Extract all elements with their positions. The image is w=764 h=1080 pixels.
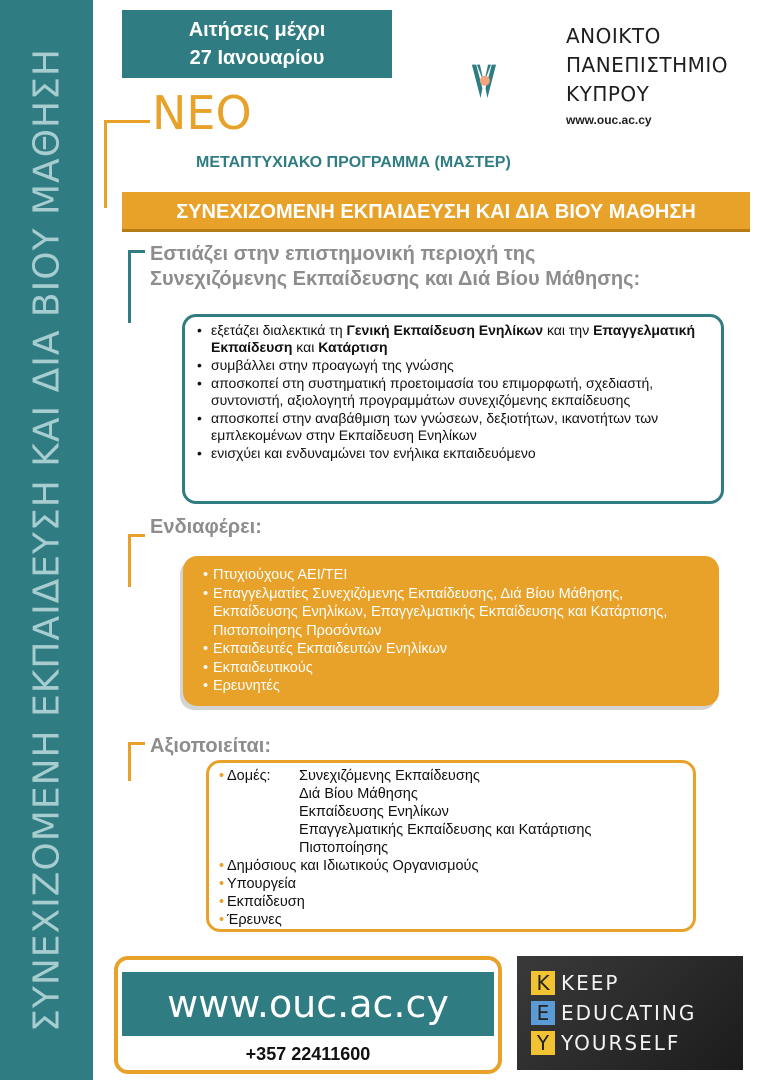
ked-word: YOURSELF bbox=[561, 1031, 681, 1055]
domes-item: Διά Βίου Μάθησης bbox=[299, 786, 418, 802]
deadline-line-2: 27 Ιανουαρίου bbox=[189, 47, 325, 69]
neo-bracket-left bbox=[104, 120, 107, 208]
list-item: • Εκπαιδευτικούς bbox=[213, 659, 703, 678]
focus-title-line-1: Εστιάζει στην επιστημονική περιοχή της bbox=[150, 243, 536, 265]
list-item: • Επαγγελματίες Συνεχιζόμενης Εκπαίδευσης, Διά Βίου Μάθησης, Εκπαίδευσης Ενηλίκων, Επαγγελματικής Εκπαίδευσης και Κατάρτισης, Πιστοποίησης Προσόντων bbox=[213, 585, 703, 641]
focus-box bbox=[182, 314, 724, 504]
domes-item: Εκπαίδευσης Ενηλίκων bbox=[299, 804, 449, 820]
ked-letter: K bbox=[531, 971, 555, 995]
list-item: • αποσκοπεί στην αναβάθμιση των γνώσεων, δεξιοτήτων, ικανοτήτων των εμπλεκομένων στην Εκπαίδευση Ενηλίκων bbox=[207, 410, 711, 444]
utilized-box bbox=[206, 760, 696, 932]
list-item: • αποσκοπεί στη συστηματική προετοιμασία του επιμορφωτή, σχεδιαστή, συντονιστή, αξιολογητή προγραμμάτων συνεχιζόμενης εκπαίδευσης bbox=[207, 375, 711, 409]
sidebar-title: ΣΥΝΕΧΙΖΟΜΕΝΗ ΕΚΠΑΙΔΕΥΣΗ ΚΑΙ ΔΙΑ ΒΙΟΥ ΜΑΘΗΣΗ bbox=[26, 48, 68, 1032]
interest-box bbox=[183, 556, 719, 706]
logo-wordmark bbox=[566, 22, 728, 109]
logo-line-2: ΠΑΝΕΠΙΣΤΗΜΙΟ bbox=[566, 53, 729, 77]
university-logo-icon bbox=[470, 22, 560, 142]
focus-title bbox=[150, 242, 640, 292]
list-item: • ενισχύει και ενδυναμώνει τον ενήλικα εκπαιδευόμενο bbox=[207, 445, 711, 462]
logo-line-3: ΚΥΠΡΟΥ bbox=[566, 82, 650, 106]
utilized-bracket bbox=[128, 742, 145, 781]
list-item: • Ερευνητές bbox=[213, 677, 703, 696]
utilized-title: Αξιοποιείται: bbox=[150, 735, 272, 757]
domes-item: Συνεχιζόμενης Εκπαίδευσης bbox=[299, 768, 480, 784]
interest-title: Ενδιαφέρει: bbox=[150, 516, 262, 538]
neo-bracket-top bbox=[104, 120, 150, 123]
ked-word: EDUCATING bbox=[561, 1001, 697, 1025]
focus-title-line-2: Συνεχιζόμενης Εκπαίδευσης και Διά Βίου Μάθησης: bbox=[150, 268, 641, 290]
domes-item: Πιστοποίησης bbox=[299, 840, 389, 856]
domes-item: Επαγγελματικής Εκπαίδευσης και Κατάρτισης bbox=[299, 822, 592, 838]
logo-line-1: ΑΝΟΙΚΤΟ bbox=[566, 24, 661, 48]
list-item: • Δημόσιους και Ιδιωτικούς Οργανισμούς bbox=[227, 857, 683, 875]
domes-label: • Δομές: bbox=[227, 768, 271, 784]
contact-box bbox=[114, 956, 502, 1074]
ked-word: KEEP bbox=[561, 971, 620, 995]
ked-row bbox=[531, 1000, 696, 1026]
website-link[interactable]: www.ouc.ac.cy bbox=[122, 972, 494, 1036]
list-item: • Εκπαίδευση bbox=[227, 893, 683, 911]
list-item: • Εκπαιδευτές Εκπαιδευτών Ενηλίκων bbox=[213, 640, 703, 659]
sidebar bbox=[0, 0, 93, 1080]
deadline-line-1: Αιτήσεις μέχρι bbox=[188, 19, 326, 41]
new-label: ΝΕΟ bbox=[152, 86, 252, 140]
logo-url[interactable]: www.ouc.ac.cy bbox=[566, 113, 652, 127]
program-title-banner: ΣΥΝΕΧΙΖΟΜΕΝΗ ΕΚΠΑΙΔΕΥΣΗ ΚΑΙ ΔΙΑ ΒΙΟΥ ΜΑΘΗΣΗ bbox=[122, 192, 750, 232]
list-item: • Υπουργεία bbox=[227, 875, 683, 893]
ked-row bbox=[531, 970, 619, 996]
ked-letter: Y bbox=[531, 1031, 555, 1055]
ked-letter: E bbox=[531, 1001, 555, 1025]
ked-row bbox=[531, 1030, 680, 1056]
phone-number[interactable]: +357 22411600 bbox=[245, 1044, 371, 1064]
list-item: • Πτυχιούχους ΑΕΙ/ΤΕΙ bbox=[213, 566, 703, 585]
program-subtitle: ΜΕΤΑΠΤΥΧΙΑΚΟ ΠΡΟΓΡΑΜΜΑ (ΜΑΣΤΕΡ) bbox=[196, 154, 511, 171]
list-item: • εξετάζει διαλεκτικά τη Γενική Εκπαίδευση Ενηλίκων και την Επαγγελματική Εκπαίδευση και Κατάρτιση bbox=[207, 322, 711, 356]
deadline-box bbox=[122, 10, 392, 78]
interest-bracket bbox=[128, 534, 145, 587]
list-item bbox=[227, 767, 683, 857]
focus-bracket bbox=[128, 250, 145, 323]
list-item: • συμβάλλει στην προαγωγή της γνώσης bbox=[207, 357, 711, 374]
list-item: • Έρευνες bbox=[227, 911, 683, 929]
keep-educating-yourself-badge bbox=[517, 956, 743, 1070]
